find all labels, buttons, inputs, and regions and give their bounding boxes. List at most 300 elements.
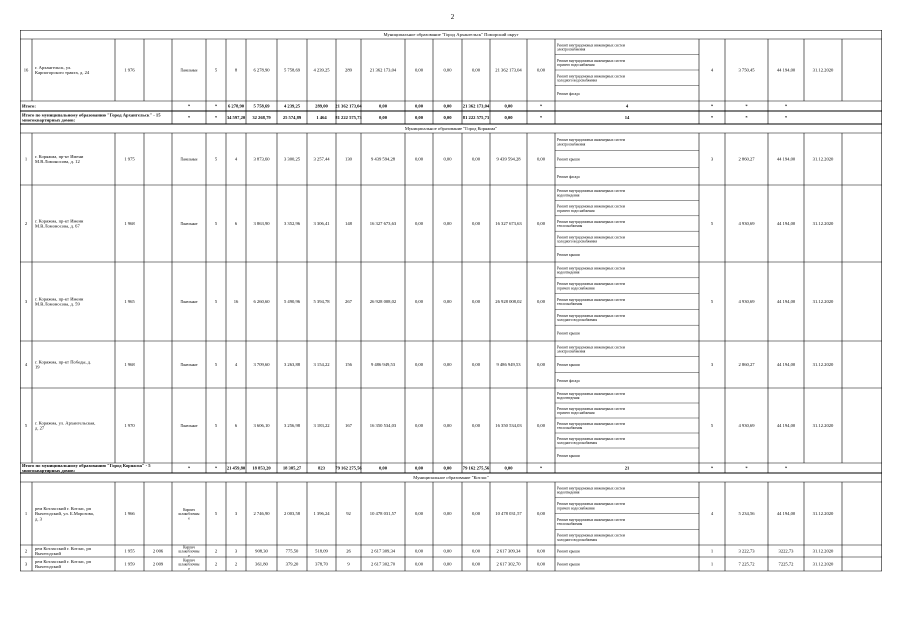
row-address: Карпогорского тракта, д. 24	[35, 70, 90, 76]
total-value: *	[784, 115, 788, 121]
total-value: 81 222 575,73	[462, 115, 490, 121]
cell-unit: 3 750,45	[738, 67, 755, 73]
cell-c3: 0,00	[471, 67, 481, 73]
cell-c5: 0,00	[536, 67, 546, 73]
wall-material: Панельные	[180, 68, 198, 73]
cell-c5: 0,00	[536, 221, 546, 227]
cell-area_living: 775,50	[285, 548, 299, 554]
cell-date: 31.12.2020	[812, 67, 834, 73]
cell-residents: 148	[345, 221, 352, 227]
cell-area_res: 3 306,41	[313, 221, 330, 227]
work-type: Ремонт внутридомовых инженерных систем	[557, 298, 625, 302]
cell-unit: 3 222,73	[738, 548, 755, 554]
work-type: Ремонт внутридомовых инженерных систем	[557, 486, 625, 491]
total-value: 0,00	[443, 103, 452, 109]
cell-unit: 2 860,27	[738, 362, 755, 368]
cell-area_total: 361,80	[255, 561, 268, 567]
row-address: М.В.Ломоносова, д. 59	[35, 301, 80, 307]
total-value: 0,00	[504, 465, 513, 471]
last-repair-year: 2 006	[152, 548, 164, 554]
work-type: теплоснабжения	[557, 302, 583, 307]
work-type: Ремонт крыши	[557, 331, 580, 336]
row-number: 2	[24, 548, 28, 554]
work-type: водоотведения	[557, 270, 580, 275]
cell-area_total: 3 606,10	[253, 423, 270, 429]
total-value: 0,00	[443, 115, 452, 121]
cell-date: 31.12.2020	[812, 423, 834, 429]
commission-year: 1 968	[124, 221, 135, 227]
row-address: Вычегодский, ул. Б.Морозова,	[35, 511, 94, 517]
cell-floors: 5	[214, 156, 218, 162]
cell-area_living: 5 490,96	[283, 299, 301, 305]
total-value: 79 162 275,56	[462, 465, 490, 471]
total-value: 14	[624, 115, 630, 121]
total-value: 21 362 173,04	[462, 103, 490, 109]
work-type: Ремонт внутридомовых инженерных систем	[557, 313, 625, 318]
cell-cnt: 5	[710, 423, 714, 429]
cell-c3: 0,00	[471, 423, 481, 429]
cell-c5: 0,00	[536, 561, 546, 567]
cell-area_total: 908,30	[255, 548, 268, 554]
total-value: *	[745, 103, 748, 109]
cell-c4: 2 617 309,34	[496, 548, 521, 554]
total-value: *	[214, 103, 218, 109]
row-number: 1	[24, 511, 28, 517]
work-type: Ремонт внутридомовых инженерных систем	[557, 74, 625, 79]
work-type: Ремонт крыши	[557, 252, 580, 257]
cell-floors: 5	[214, 362, 218, 368]
wall-material: е	[188, 566, 190, 571]
total-value: 0,00	[414, 465, 424, 471]
row-address: г. Коряжма, ул. Архангельская,	[35, 420, 96, 426]
cell-area_total: 6 260,60	[253, 299, 270, 305]
cell-area_living: 3 352,96	[283, 221, 301, 227]
total-value: 823	[318, 465, 325, 471]
last-repair-year: 2 009	[152, 561, 164, 567]
cell-c4: 21 362 173,04	[495, 67, 522, 73]
wall-material: Панельные	[180, 157, 198, 162]
work-type: Ремонт внутридомовых инженерных систем	[557, 43, 625, 48]
total-label: Итого по муниципальному образованию "Город Коряжма" - 5	[22, 463, 151, 468]
cell-unit: 4 930,69	[738, 423, 755, 429]
cell-date: 31.12.2020	[812, 221, 834, 227]
total-value: 25 574,89	[282, 115, 302, 121]
total-value: 5 758,69	[253, 103, 270, 109]
wall-material: Панельные	[180, 222, 198, 227]
wall-material: е	[188, 516, 190, 521]
cell-cnt: 1	[710, 548, 714, 554]
work-type: холодного водоснабжения	[557, 318, 597, 322]
section-title: Муниципальное образование "Город Архангельск" Поморский округ	[383, 32, 519, 38]
row-address: рем Котласский г. Котлас, рп	[35, 559, 92, 564]
cell-c4: 26 928 008,02	[495, 299, 522, 305]
row-address: г. Коряжма, пр-кт Имени	[35, 296, 84, 302]
total-label: Итого по муниципальному образованию "Город Архангельск" - 15	[22, 112, 161, 118]
row-address: Вычегодский	[35, 564, 61, 570]
cell-cnt: 4	[710, 511, 714, 517]
total-value: *	[710, 115, 714, 121]
cell-unit: 4 930,69	[738, 221, 755, 227]
section-title: Муниципальное образование "Город Коряжма"	[404, 126, 498, 132]
cell-date: 31.12.2020	[812, 561, 834, 567]
cell-maxc: 44 194,00	[776, 511, 796, 517]
work-type: Ремонт фасада	[557, 378, 580, 383]
cell-maxc: 44 194,00	[776, 423, 796, 429]
cell-area_total: 2 746,90	[253, 511, 270, 517]
cell-cost_total: 16 350 534,03	[369, 423, 397, 429]
page-number: 2	[450, 13, 455, 21]
work-type: электроснабжения	[557, 142, 586, 147]
cell-unit: 5 234,56	[738, 511, 755, 517]
work-type: Ремонт крыши	[557, 549, 580, 554]
total-value: *	[539, 465, 543, 471]
cell-c3: 0,00	[471, 511, 481, 517]
cell-area_living: 5 758,69	[283, 67, 301, 73]
cell-cnt: 5	[710, 299, 714, 305]
total-value: *	[745, 465, 748, 471]
work-type: Ремонт внутридомовых инженерных систем	[557, 138, 625, 143]
cell-maxc: 44 194,00	[776, 362, 796, 368]
cell-area_total: 3 709,60	[253, 362, 270, 368]
total-value: *	[710, 103, 714, 109]
cell-area_living: 379,20	[285, 561, 299, 567]
cell-cost_total: 26 928 008,02	[369, 299, 397, 305]
total-label: Итого:	[22, 103, 36, 109]
cell-maxc: 3222,73	[778, 548, 794, 554]
row-number: 4	[24, 362, 28, 368]
total-value: *	[710, 465, 714, 471]
cell-c5: 0,00	[536, 299, 546, 305]
total-value: 1 464	[316, 115, 327, 121]
work-type: Ремонт внутридомовых инженерных систем	[557, 533, 625, 538]
cell-c3: 0,00	[471, 561, 481, 567]
cell-c5: 0,00	[536, 423, 546, 429]
cell-entrances: 4	[234, 362, 238, 368]
cell-cnt: 3	[710, 156, 714, 162]
row-address: рем Котласский г. Котлас, рп	[35, 505, 92, 511]
cell-residents: 92	[346, 511, 351, 517]
total-label: многоквартирных домов:	[22, 468, 76, 474]
wall-material: е	[188, 553, 190, 558]
total-value: 0,00	[443, 465, 452, 471]
total-value: 21	[624, 465, 630, 471]
cell-c1: 0,00	[414, 156, 424, 162]
cell-residents: 26	[346, 548, 351, 554]
wall-material: Кирпич	[183, 558, 195, 563]
cell-date: 31.12.2020	[812, 511, 834, 517]
cell-c5: 0,00	[536, 362, 546, 368]
row-number: 3	[24, 299, 28, 305]
cell-entrances: 3	[234, 511, 238, 517]
work-type: Ремонт внутридомовых инженерных систем	[557, 189, 625, 194]
work-type: горячего водоснабжения	[557, 286, 595, 291]
cell-c2: 0,00	[443, 362, 452, 368]
cell-area_living: 3 300,25	[283, 156, 301, 162]
cell-residents: 156	[345, 362, 352, 368]
cell-area_total: 3 873,60	[253, 156, 270, 162]
row-number: 1	[24, 156, 28, 162]
total-value: *	[539, 103, 543, 109]
cell-floors: 5	[214, 67, 218, 73]
cell-c2: 0,00	[443, 548, 452, 554]
cell-c5: 0,00	[536, 548, 546, 554]
work-type: Ремонт внутридомовых инженерных систем	[557, 502, 625, 507]
cell-entrances: 6	[234, 221, 238, 227]
row-number: 3	[24, 561, 28, 567]
work-type: водоотведения	[557, 396, 580, 401]
cell-area_living: 3 256,98	[283, 423, 301, 429]
work-type: холодного водоснабжения	[557, 441, 597, 446]
cell-entrances: 2	[234, 561, 238, 567]
work-type: Ремонт внутридомовых инженерных систем	[557, 220, 625, 224]
cell-maxc: 44 194,00	[776, 67, 796, 73]
work-type: Ремонт внутридомовых инженерных систем	[557, 266, 625, 271]
cell-floors: 5	[214, 299, 218, 305]
total-value: 0,00	[414, 115, 424, 121]
total-value: *	[745, 115, 748, 121]
work-type: холодного водоснабжения	[557, 239, 597, 244]
work-type: электроснабжения	[557, 349, 586, 354]
cell-c3: 0,00	[471, 156, 481, 162]
row-address: М.В.Ломоносова, д. 12	[35, 159, 80, 165]
total-value: *	[214, 115, 218, 121]
total-value: 0,00	[504, 103, 513, 109]
cell-maxc: 44 194,00	[776, 156, 796, 162]
cell-c1: 0,00	[414, 67, 424, 73]
commission-year: 1 970	[124, 423, 135, 429]
cell-c4: 2 617 302,70	[496, 561, 521, 567]
work-type: Ремонт внутридомовых инженерных систем	[557, 235, 625, 240]
cell-unit: 2 860,27	[738, 156, 755, 162]
cell-floors: 2	[214, 561, 218, 567]
cell-unit: 7 225,72	[738, 561, 755, 567]
cell-unit: 4 930,69	[738, 299, 755, 305]
total-value: 18 385,27	[282, 465, 302, 471]
cell-c3: 0,00	[471, 221, 481, 227]
work-type: Ремонт внутридомовых инженерных систем	[557, 345, 625, 350]
work-type: водоотведения	[557, 490, 580, 495]
total-value: 289,00	[315, 103, 328, 109]
work-type: водоотведения	[557, 193, 580, 198]
total-value: *	[539, 115, 543, 121]
total-value: 79 162 275,56	[335, 465, 362, 471]
commission-year: 1 955	[124, 548, 135, 554]
commission-year: 1 968	[124, 362, 135, 368]
cell-residents: 9	[347, 561, 350, 567]
cell-date: 31.12.2020	[812, 362, 834, 368]
cell-cnt: 5	[710, 221, 714, 227]
work-type: Ремонт крыши	[557, 363, 580, 368]
total-value: *	[187, 103, 191, 109]
cell-floors: 5	[214, 511, 218, 517]
cell-c4: 9 486 949,53	[496, 362, 521, 368]
cell-cost_total: 9 439 594,28	[370, 156, 396, 162]
work-type: Ремонт внутридомовых инженерных систем	[557, 204, 625, 209]
work-type: Ремонт внутридомовых инженерных систем	[557, 407, 625, 411]
work-type: Ремонт внутридомовых инженерных систем	[557, 58, 625, 63]
total-value: *	[784, 465, 788, 471]
total-value: *	[214, 465, 218, 471]
cell-area_total: 6 278,90	[253, 67, 270, 73]
total-label: многоквартирных домов:	[22, 117, 76, 123]
work-type: Ремонт внутридомовых инженерных систем	[557, 437, 625, 441]
work-type: Ремонт внутридомовых инженерных систем	[557, 392, 625, 396]
work-type: теплоснабжения	[557, 224, 583, 229]
row-address: М.В.Ломоносова, д. 67	[35, 223, 80, 229]
total-value: *	[187, 465, 191, 471]
cell-cnt: 3	[710, 362, 714, 368]
wall-material: шлакоблочны	[178, 549, 200, 554]
cell-c1: 0,00	[414, 299, 424, 305]
work-type: горячего водоснабжения	[557, 62, 595, 67]
row-address: Вычегодский	[35, 551, 61, 557]
total-value: *	[187, 115, 191, 121]
row-address: д. 27	[35, 425, 45, 431]
cell-c1: 0,00	[414, 561, 424, 567]
work-type: Ремонт внутридомовых инженерных систем	[557, 422, 625, 426]
work-type: Ремонт фасада	[557, 174, 580, 179]
cell-c5: 0,00	[536, 511, 546, 517]
work-type: Ремонт крыши	[557, 454, 580, 459]
cell-cost_total: 10 478 031,57	[369, 511, 397, 517]
cell-entrances: 8	[234, 67, 238, 73]
cell-c4: 16 350 534,03	[495, 423, 522, 429]
total-value: 32 268,79	[252, 115, 271, 121]
cell-date: 31.12.2020	[812, 156, 834, 162]
cell-c3: 0,00	[471, 362, 481, 368]
cell-c2: 0,00	[443, 423, 452, 429]
cell-c1: 0,00	[414, 423, 424, 429]
cell-cost_total: 9 486 949,53	[370, 362, 396, 368]
cell-c4: 10 478 031,57	[495, 511, 522, 517]
cell-area_res: 3 183,22	[313, 423, 330, 429]
cell-c2: 0,00	[443, 67, 452, 73]
wall-material: шлакоблочны	[178, 562, 200, 567]
cell-area_res: 3 257,44	[313, 156, 330, 162]
cell-maxc: 7225,72	[778, 561, 794, 567]
cell-c2: 0,00	[443, 156, 452, 162]
wall-material: Панельные	[180, 424, 198, 429]
cell-c1: 0,00	[414, 221, 424, 227]
row-address: г. Коряжма, пр-кт Имени	[35, 154, 84, 159]
cell-residents: 289	[345, 67, 352, 73]
cell-cnt: 4	[710, 67, 714, 73]
row-number: 5	[24, 423, 28, 429]
cell-cost_total: 2 617 309,34	[370, 548, 396, 554]
cell-maxc: 44 194,00	[776, 299, 796, 305]
row-address: г. Коряжма, пр-кт Имени	[35, 218, 84, 224]
cell-entrances: 3	[234, 548, 238, 554]
wall-material: Панельные	[180, 300, 198, 305]
cell-entrances: 16	[233, 299, 239, 305]
work-type: Ремонт внутридомовых инженерных систем	[557, 282, 625, 287]
capital-repair-table	[20, 30, 882, 586]
cell-area_living: 3 263,88	[283, 362, 301, 368]
total-value: 0,00	[414, 103, 424, 109]
commission-year: 1 966	[124, 511, 135, 517]
wall-material: Кирпич	[183, 545, 195, 550]
work-type: горячего водоснабжения	[557, 506, 595, 511]
total-value: 0,00	[378, 465, 388, 471]
work-type: горячего водоснабжения	[557, 208, 595, 213]
cell-c2: 0,00	[443, 561, 452, 567]
cell-area_res: 1 396,24	[313, 511, 330, 517]
cell-c1: 0,00	[414, 548, 424, 554]
wall-material: Панельные	[180, 363, 198, 368]
cell-cost_total: 21 362 173,04	[369, 67, 397, 73]
work-type: теплоснабжения	[557, 522, 583, 527]
work-type: Ремонт крыши	[557, 562, 580, 567]
work-type: электроснабжения	[557, 47, 586, 52]
work-type: холодного водоснабжения	[557, 537, 597, 542]
cell-entrances: 4	[234, 156, 238, 162]
cell-area_res: 378,70	[315, 561, 328, 567]
cell-date: 31.12.2020	[812, 299, 834, 305]
cell-date: 31.12.2020	[812, 548, 834, 554]
work-type: холодного водоснабжения	[557, 78, 597, 83]
cell-residents: 267	[345, 299, 352, 305]
cell-c4: 16 327 673,63	[495, 221, 522, 227]
row-address: 19	[35, 364, 40, 370]
cell-floors: 2	[214, 548, 218, 554]
section-title: Муниципальное образование "Котлас"	[413, 475, 489, 481]
row-address: рем Котласский г. Котлас, рп	[35, 546, 92, 551]
work-type: горячего водоснабжения	[557, 411, 595, 416]
cell-c5: 0,00	[536, 156, 546, 162]
commission-year: 1 965	[124, 299, 135, 305]
cell-maxc: 44 194,00	[776, 221, 796, 227]
row-address: д. 3	[35, 516, 42, 522]
cell-area_res: 4 239,25	[313, 67, 330, 73]
wall-material: шлакоблочны	[178, 512, 200, 517]
cell-entrances: 6	[234, 423, 238, 429]
cell-floors: 5	[214, 423, 218, 429]
cell-floors: 5	[214, 221, 218, 227]
total-value: 21 459,80	[226, 465, 246, 471]
cell-cost_total: 2 617 302,70	[370, 561, 396, 567]
work-type: Ремонт крыши	[557, 157, 580, 162]
row-number: 16	[23, 67, 29, 73]
cell-c3: 0,00	[471, 299, 481, 305]
cell-c2: 0,00	[443, 221, 452, 227]
row-address: г. Архангельск, ул.	[35, 65, 72, 70]
cell-residents: 167	[345, 423, 352, 429]
cell-area_total: 3 863,90	[253, 221, 270, 227]
total-value: 0,00	[378, 115, 388, 121]
cell-area_res: 3 154,22	[313, 362, 330, 368]
row-address: г. Коряжма, пр-кт Победы, д.	[35, 359, 92, 365]
total-value: 18 853,20	[252, 465, 271, 471]
total-value: 81 222 575,73	[335, 115, 362, 121]
cell-cost_total: 16 327 673,63	[369, 221, 397, 227]
commission-year: 1 975	[124, 156, 135, 162]
wall-material: Кирпич	[183, 507, 195, 512]
total-value: 0,00	[378, 103, 388, 109]
cell-c1: 0,00	[414, 362, 424, 368]
total-value: 21 362 173,04	[335, 103, 362, 109]
cell-c4: 9 439 594,28	[496, 156, 521, 162]
cell-residents: 130	[345, 156, 352, 162]
work-type: Ремонт внутридомовых инженерных систем	[557, 517, 625, 522]
total-value: 4 239,25	[283, 103, 301, 109]
row-number: 2	[24, 221, 28, 227]
cell-area_living: 2 003,58	[283, 511, 301, 517]
cell-cnt: 1	[710, 561, 714, 567]
total-value: *	[784, 103, 788, 109]
cell-c1: 0,00	[414, 511, 424, 517]
work-type: теплоснабжения	[557, 426, 583, 431]
cell-c3: 0,00	[471, 548, 481, 554]
